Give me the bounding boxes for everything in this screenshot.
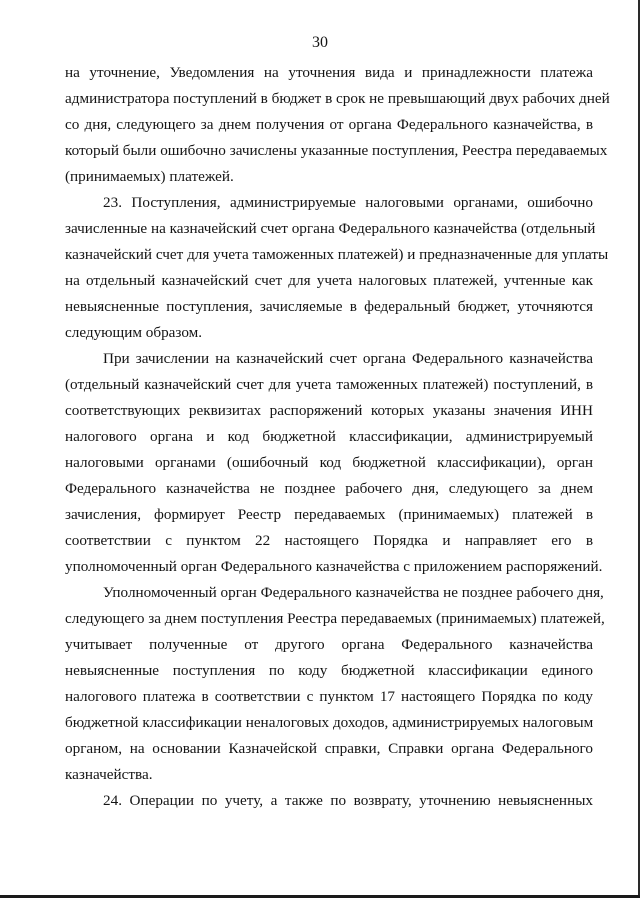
text-line: на уточнение, Уведомления на уточнения вида и принадлежности платежа [65,64,593,81]
paragraph-start-line: 23. Поступления, администрируемые налоговыми органами, ошибочно [103,194,593,211]
paragraph-start-line: Уполномоченный орган Федерального казначейства не позднее рабочего дня, [103,584,604,601]
text-line: бюджетной классификации неналоговых доходов, администрируемых налоговым [65,714,594,731]
text-line: со дня, следующего за днем получения от органа Федерального казначейства, в [65,116,593,133]
text-line: (принимаемых) платежей. [65,168,234,185]
text-line: налогового органа и код бюджетной классификации, администрируемый [65,428,593,445]
text-line: учитывает полученные от другого органа Федерального казначейства [65,636,593,653]
page-number: 30 [312,34,328,51]
text-line: соответствии с пунктом 22 настоящего Порядка и направляет его в [65,532,593,549]
text-line: Федерального казначейства не позднее рабочего дня, следующего за днем [65,480,593,497]
text-line: невыясненные поступления, зачисляемые в федеральный бюджет, уточняются [65,298,593,315]
text-line: налогового платежа в соответствии с пунктом 17 настоящего Порядка по коду [65,688,593,705]
text-line: невыясненные поступления по коду бюджетной классификации единого [65,662,593,679]
text-line: налоговыми органами (ошибочный код бюджетной классификации), орган [65,454,593,471]
text-line: зачисленные на казначейский счет органа Федерального казначейства (отдельный [65,220,596,237]
text-line: казначейский счет для учета таможенных платежей) и предназначенные для уплаты [65,246,609,263]
text-line: казначейства. [65,766,153,783]
paragraph-start-line: 24. Операции по учету, а также по возврату, уточнению невыясненных [103,792,593,809]
text-line: на отдельный казначейский счет для учета налоговых платежей, учтенные как [65,272,593,289]
text-line: следующим образом. [65,324,203,341]
paragraph-start-line: При зачислении на казначейский счет органа Федерального казначейства [103,350,593,367]
text-line: (отдельный казначейский счет для учета таможенных платежей) поступлений, в [65,376,593,393]
text-line: органом, на основании Казначейской справки, Справки органа Федерального [65,740,593,757]
text-line: соответствующих реквизитах распоряжений которых указаны значения ИНН [65,402,593,419]
text-line: зачисления, формирует Реестр передаваемых (принимаемых) платежей в [65,506,593,523]
text-line: который были ошибочно зачислены указанные поступления, Реестра передаваемых [65,142,608,159]
text-line: следующего за днем поступления Реестра передаваемых (принимаемых) платежей, [65,610,605,627]
text-line: уполномоченный орган Федерального казначейства с приложением распоряжений. [65,558,603,575]
text-line: администратора поступлений в бюджет в срок не превышающий двух рабочих дней [65,90,610,107]
